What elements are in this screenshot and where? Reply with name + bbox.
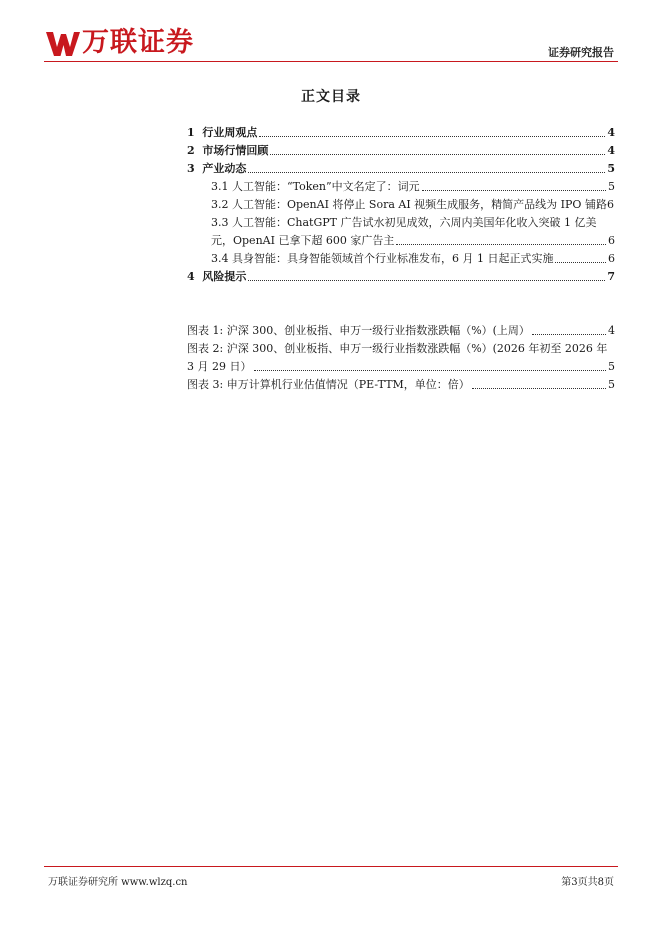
figure-entry-2-cont[interactable] xyxy=(187,356,615,374)
footer-publisher: 万联证券研究所 www.wlzq.cn xyxy=(48,877,188,888)
logo-text: 万联证券 xyxy=(82,27,194,58)
toc-entry-label: 2 市场行情回顾 xyxy=(187,144,269,157)
header-divider xyxy=(44,61,618,62)
toc-entry-label: 4 风险提示 xyxy=(187,270,247,283)
toc-entry-label: 3.4 具身智能：具身智能领域首个行业标准发布，6 月 1 日起正式实施 xyxy=(211,252,554,265)
toc-entry-page: 5 xyxy=(607,162,615,175)
toc-entry-section-1[interactable] xyxy=(187,122,615,140)
toc-entry-page: 4 xyxy=(607,126,615,139)
figure-entry-label: 图表 1: 沪深 300、创业板指、申万一级行业指数涨跌幅（%）(上周） xyxy=(187,324,530,337)
toc-entry-label: 3.3 人工智能：ChatGPT 广告试水初见成效，六周内美国年化收入突破 1 亿美 xyxy=(211,216,597,229)
dot-leader xyxy=(396,244,606,245)
figure-entry-page: 5 xyxy=(608,360,615,373)
dot-leader xyxy=(254,370,607,371)
table-of-contents xyxy=(187,122,615,392)
toc-entry-page: 6 xyxy=(608,234,615,247)
dot-leader xyxy=(270,154,605,155)
footer-divider xyxy=(44,866,618,867)
dot-leader xyxy=(259,136,605,137)
figure-entry-label: 3 月 29 日） xyxy=(187,360,252,373)
toc-entry-page: 7 xyxy=(607,270,615,283)
company-logo xyxy=(44,26,194,60)
toc-entry-label: 3.1 人工智能：“Token”中文名定了：词元 xyxy=(211,180,420,193)
page-number: 第3页共8页 xyxy=(561,877,614,888)
toc-entry-label: 3.2 人工智能：OpenAI 将停止 Sora AI 视频生成服务，精简产品线为 IPO 铺路 xyxy=(211,198,607,211)
figure-entry-2[interactable] xyxy=(187,338,615,356)
dot-leader xyxy=(532,334,606,335)
figure-entry-page: 5 xyxy=(608,378,615,391)
toc-entry-section-3-3[interactable] xyxy=(187,212,615,230)
figure-entry-label: 图表 3: 申万计算机行业估值情况（PE-TTM，单位：倍） xyxy=(187,378,470,391)
toc-entry-label: 元，OpenAI 已拿下超 600 家广告主 xyxy=(211,234,395,247)
report-type-label: 证券研究报告 xyxy=(548,46,614,59)
toc-entry-section-3-1[interactable] xyxy=(187,176,615,194)
toc-entry-section-3-4[interactable] xyxy=(187,248,615,266)
toc-entry-section-4[interactable] xyxy=(187,266,615,284)
dot-leader xyxy=(422,190,606,191)
figure-entry-1[interactable] xyxy=(187,320,615,338)
figure-entry-page: 4 xyxy=(608,324,615,337)
dot-leader xyxy=(248,280,605,281)
toc-entry-page: 6 xyxy=(608,252,615,265)
toc-entry-section-3[interactable] xyxy=(187,158,615,176)
toc-entry-label: 3 产业动态 xyxy=(187,162,247,175)
toc-entry-label: 1 行业周观点 xyxy=(187,126,258,139)
figure-entry-label: 图表 2: 沪深 300、创业板指、申万一级行业指数涨跌幅（%）(2026 年初至 2026 年 xyxy=(187,342,608,355)
dot-leader xyxy=(248,172,605,173)
toc-entry-page: 4 xyxy=(607,144,615,157)
dot-leader xyxy=(472,388,606,389)
wanlian-logo-icon xyxy=(44,28,80,58)
dot-leader xyxy=(555,262,606,263)
toc-entry-section-2[interactable] xyxy=(187,140,615,158)
toc-entry-section-3-3-cont[interactable] xyxy=(187,230,615,248)
toc-entry-page: 6 xyxy=(606,198,614,211)
toc-entry-section-3-2[interactable] xyxy=(187,194,615,212)
toc-entry-page: 5 xyxy=(608,180,615,193)
toc-title: 正文目录 xyxy=(301,89,361,105)
figure-entry-3[interactable] xyxy=(187,374,615,392)
